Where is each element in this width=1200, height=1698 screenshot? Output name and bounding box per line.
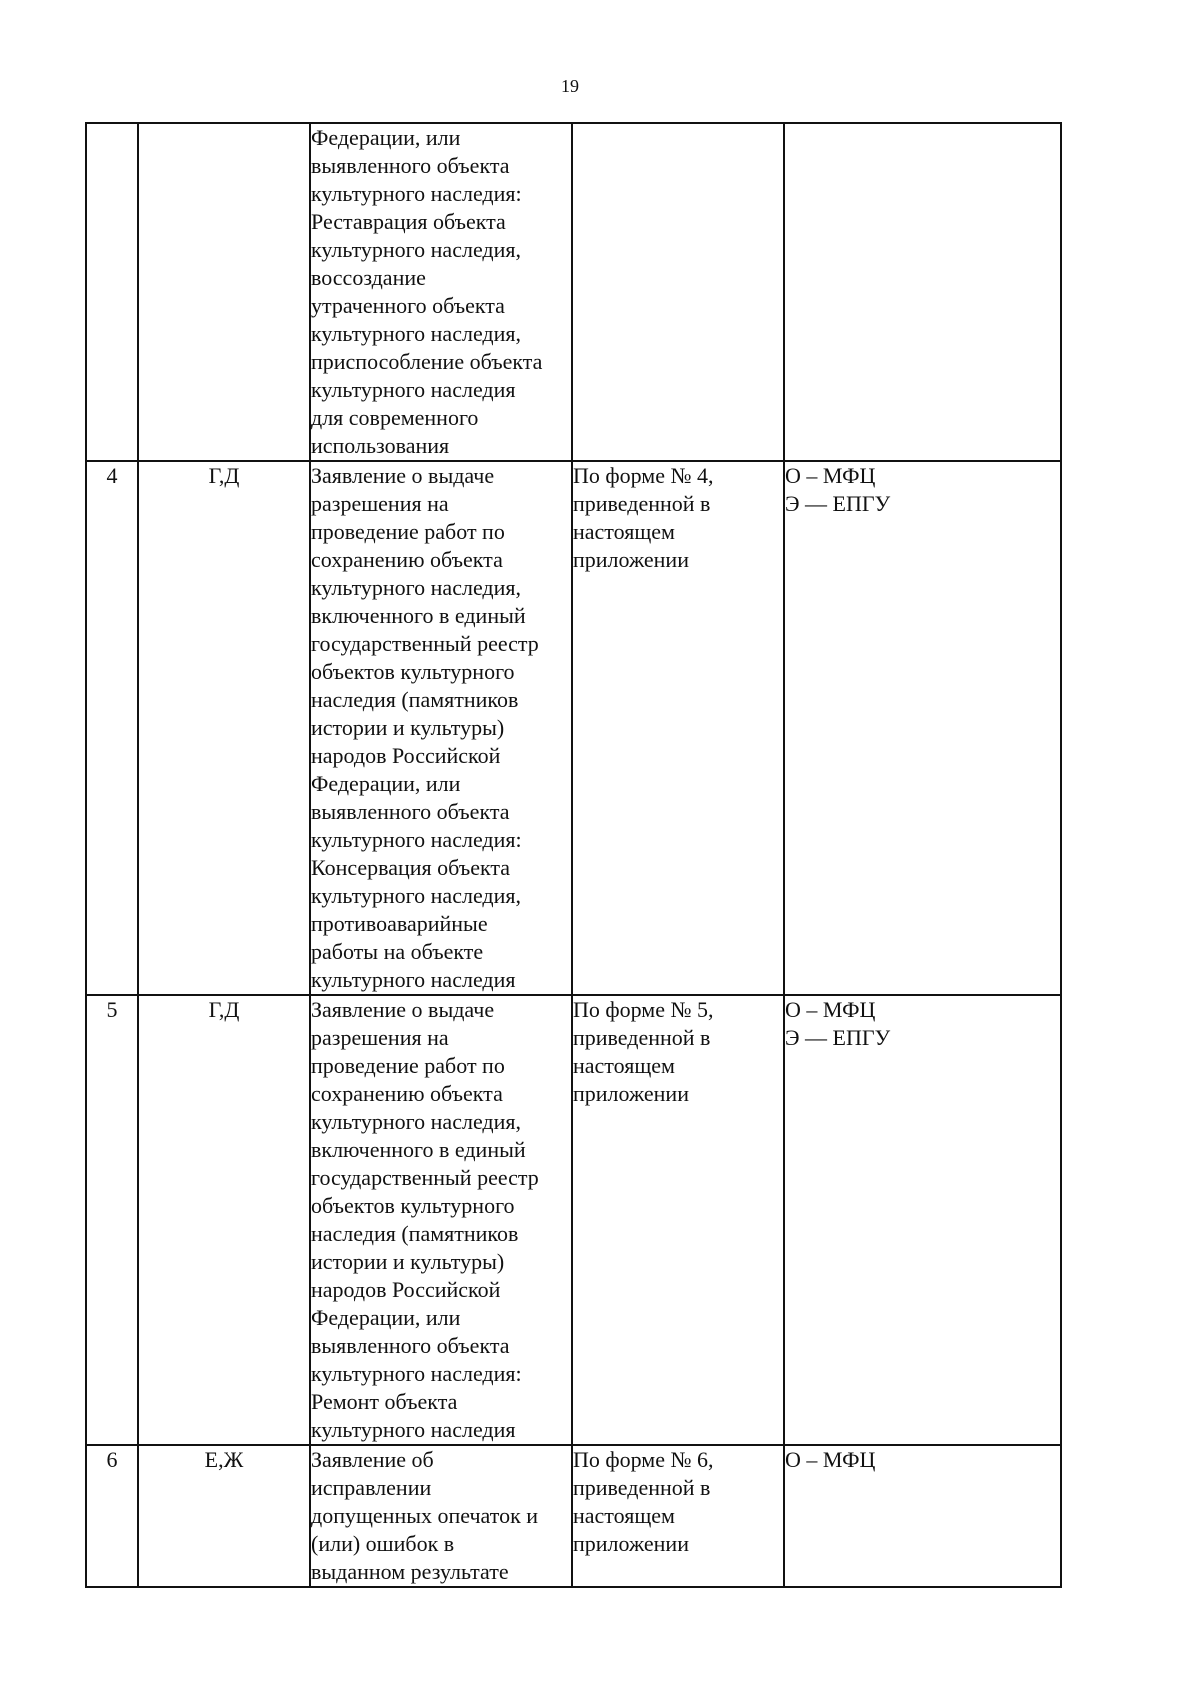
applicant-codes-cell: Е,Ж bbox=[138, 1445, 310, 1587]
page-number: 19 bbox=[561, 76, 579, 96]
description-line: допущенных опечаток и bbox=[311, 1503, 539, 1528]
description-line: Федерации, или bbox=[311, 771, 461, 796]
description-line: включенного в единый bbox=[311, 1137, 526, 1162]
description-line: воссоздание bbox=[311, 265, 426, 290]
form-line: настоящем bbox=[573, 519, 675, 544]
description-line: культурного наследия, bbox=[311, 321, 521, 346]
description-line: истории и культуры) bbox=[311, 715, 505, 740]
row-number-cell: 5 bbox=[86, 995, 138, 1445]
description-line: культурного наследия: bbox=[311, 1361, 522, 1386]
form-line: приложении bbox=[573, 1081, 689, 1106]
submission-method-cell bbox=[784, 461, 1061, 995]
table-row bbox=[86, 1445, 1061, 1587]
submission-method-cell bbox=[784, 995, 1061, 1445]
description-line: культурного наследия bbox=[311, 1417, 516, 1442]
description-line: разрешения на bbox=[311, 1025, 449, 1050]
form-line: настоящем bbox=[573, 1503, 675, 1528]
description-line: приспособление объекта bbox=[311, 349, 543, 374]
table-body bbox=[86, 123, 1061, 1587]
description-line: исправлении bbox=[311, 1475, 432, 1500]
form-line: По форме № 5, bbox=[573, 997, 714, 1022]
description-line: Заявление об bbox=[311, 1447, 434, 1472]
form-line: приведенной в bbox=[573, 1475, 711, 1500]
description-line: выявленного объекта bbox=[311, 153, 510, 178]
form-line: приложении bbox=[573, 547, 689, 572]
description-line: государственный реестр bbox=[311, 1165, 539, 1190]
description-line: сохранению объекта bbox=[311, 547, 503, 572]
method-line: О – МФЦ bbox=[785, 997, 876, 1022]
applicant-codes-cell: Г,Д bbox=[138, 995, 310, 1445]
form-reference-cell bbox=[572, 1445, 784, 1587]
description-line: истории и культуры) bbox=[311, 1249, 505, 1274]
description-line: культурного наследия bbox=[311, 967, 516, 992]
method-line: О – МФЦ bbox=[785, 463, 876, 488]
description-line: Заявление о выдаче bbox=[311, 997, 495, 1022]
description-line: противоаварийные bbox=[311, 911, 488, 936]
form-line: приведенной в bbox=[573, 491, 711, 516]
description-line: сохранению объекта bbox=[311, 1081, 503, 1106]
method-line: Э — ЕПГУ bbox=[785, 491, 891, 516]
description-line: культурного наследия: bbox=[311, 827, 522, 852]
description-line: выданном результате bbox=[311, 1559, 509, 1584]
description-line: проведение работ по bbox=[311, 1053, 505, 1078]
description-line: использования bbox=[311, 433, 450, 458]
applicant-codes-cell bbox=[138, 123, 310, 461]
description-line: культурного наследия, bbox=[311, 1109, 521, 1134]
description-line: Ремонт объекта bbox=[311, 1389, 458, 1414]
description-line: культурного наследия, bbox=[311, 237, 521, 262]
description-line: культурного наследия, bbox=[311, 883, 521, 908]
document-description-cell bbox=[310, 461, 572, 995]
form-line: приведенной в bbox=[573, 1025, 711, 1050]
description-line: культурного наследия: bbox=[311, 181, 522, 206]
row-number-cell: 6 bbox=[86, 1445, 138, 1587]
method-line: Э — ЕПГУ bbox=[785, 1025, 891, 1050]
description-line: выявленного объекта bbox=[311, 1333, 510, 1358]
description-line: работы на объекте bbox=[311, 939, 484, 964]
form-reference-cell bbox=[572, 123, 784, 461]
document-description-cell bbox=[310, 1445, 572, 1587]
document-description-cell bbox=[310, 123, 572, 461]
form-line: По форме № 6, bbox=[573, 1447, 714, 1472]
description-line: включенного в единый bbox=[311, 603, 526, 628]
description-line: Федерации, или bbox=[311, 125, 461, 150]
description-line: Заявление о выдаче bbox=[311, 463, 495, 488]
table-row bbox=[86, 123, 1061, 461]
description-line: утраченного объекта bbox=[311, 293, 505, 318]
description-line: культурного наследия bbox=[311, 377, 516, 402]
form-line: По форме № 4, bbox=[573, 463, 714, 488]
description-line: объектов культурного bbox=[311, 1193, 515, 1218]
applicant-codes-cell: Г,Д bbox=[138, 461, 310, 995]
description-line: культурного наследия, bbox=[311, 575, 521, 600]
description-line: для современного bbox=[311, 405, 479, 430]
description-line: Консервация объекта bbox=[311, 855, 511, 880]
submission-method-cell bbox=[784, 1445, 1061, 1587]
row-number-cell bbox=[86, 123, 138, 461]
table-row bbox=[86, 461, 1061, 995]
description-line: народов Российской bbox=[311, 743, 501, 768]
method-line: О – МФЦ bbox=[785, 1447, 876, 1472]
description-line: проведение работ по bbox=[311, 519, 505, 544]
description-line: Реставрация объекта bbox=[311, 209, 506, 234]
form-reference-cell bbox=[572, 461, 784, 995]
form-reference-cell bbox=[572, 995, 784, 1445]
table-row bbox=[86, 995, 1061, 1445]
description-line: выявленного объекта bbox=[311, 799, 510, 824]
description-line: Федерации, или bbox=[311, 1305, 461, 1330]
description-line: государственный реестр bbox=[311, 631, 539, 656]
description-line: объектов культурного bbox=[311, 659, 515, 684]
row-number-cell: 4 bbox=[86, 461, 138, 995]
description-line: народов Российской bbox=[311, 1277, 501, 1302]
description-line: разрешения на bbox=[311, 491, 449, 516]
document-description-cell bbox=[310, 995, 572, 1445]
form-line: приложении bbox=[573, 1531, 689, 1556]
submission-method-cell bbox=[784, 123, 1061, 461]
description-line: наследия (памятников bbox=[311, 1221, 519, 1246]
document-table bbox=[85, 122, 1062, 1588]
description-line: наследия (памятников bbox=[311, 687, 519, 712]
description-line: (или) ошибок в bbox=[311, 1531, 455, 1556]
form-line: настоящем bbox=[573, 1053, 675, 1078]
